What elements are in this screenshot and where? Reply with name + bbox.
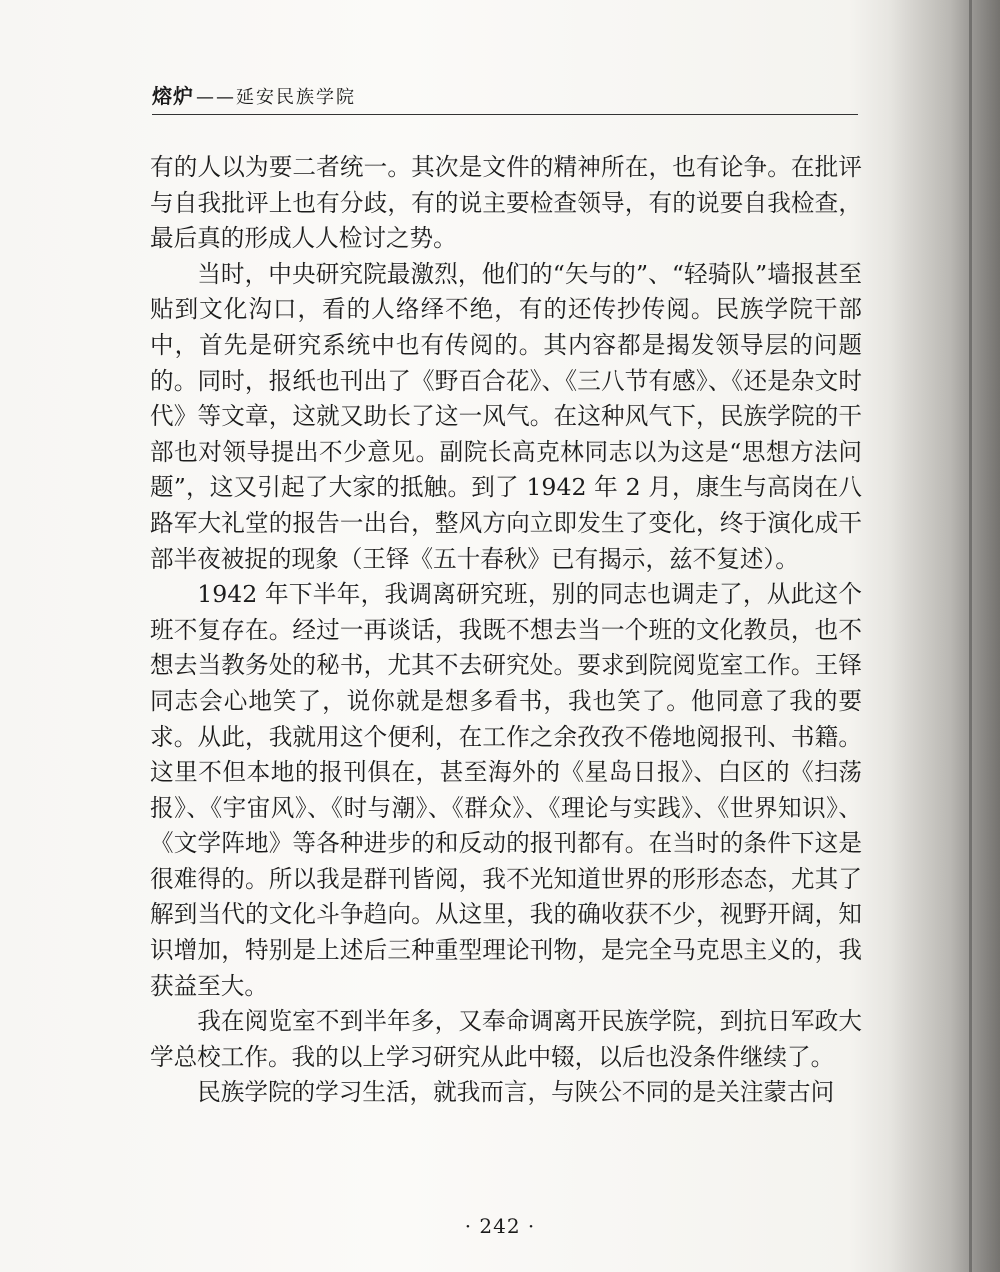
paragraph-1: 有的人以为要二者统一。其次是文件的精神所在，也有论争。在批评与自我批评上也有分歧，有的说主要检查领导，有的说要自我检查，最后真的形成人人检讨之势。	[150, 153, 862, 253]
paragraph-4: 我在阅览室不到半年多，又奉命调离开民族学院，到抗日军政大学总校工作。我的以上学习研究从此中辍，以后也没条件继续了。	[150, 1007, 862, 1071]
book-subtitle: ——延安民族学院	[196, 87, 356, 108]
book-gutter-shadow	[890, 0, 1000, 1272]
paragraph-3: 1942 年下半年，我调离研究班，别的同志也调走了，从此这个班不复存在。经过一再谈话，我既不想去当一个班的文化教员，也不想去当教务处的秘书，尤其不去研究处。要求到院阅览室工作。王铎同志会心地笑了，说你就是想多看书，我也笑了。他同意了我的要求。从此，我就用这个便利，在工作之余孜孜不倦地阅报刊、书籍。这里不但本地的报刊俱在，甚至海外的《星岛日报》、白区的《扫荡报》、《宇宙风》、《时与潮》、《群众》、《理论与实践》、《世界知识》、《文学阵地》等各种进步的和反动的报刊都有。在当时的条件下这是很难得的。所以我是群刊皆阅，我不光知道世界的形形态态，尤其了解到当代的文化斗争趋向。从这里，我的确收获不少，视野开阔，知识增加，特别是上述后三种重型理论刊物，是完全马克思主义的，我获益至大。	[150, 580, 862, 1000]
paragraph-2: 当时，中央研究院最激烈，他们的“矢与的”、“轻骑队”墙报甚至贴到文化沟口，看的人络绎不绝，有的还传抄传阅。民族学院干部中，首先是研究系统中也有传阅的。其内容都是揭发领导层的问题的。同时，报纸也刊出了《野百合花》、《三八节有感》、《还是杂文时代》等文章，这就又助长了这一风气。在这种风气下，民族学院的干部也对领导提出不少意见。副院长高克林同志以为这是“思想方法问题”，这又引起了大家的抵触。到了 1942 年 2 月，康生与高岗在八路军大礼堂的报告一出台，整风方向立即发生了变化，终于演化成干部半夜被捉的现象（王铎《五十春秋》已有揭示，兹不复述）。	[150, 259, 862, 573]
paragraph-5: 民族学院的学习生活，就我而言，与陕公不同的是关注蒙古问	[197, 1078, 835, 1107]
page-edge	[969, 0, 972, 1272]
page-number: · 242 ·	[464, 1214, 536, 1238]
header-rule	[152, 114, 858, 115]
body-text	[150, 150, 862, 1111]
header-title	[152, 80, 356, 109]
book-title: 熔炉	[152, 84, 194, 108]
running-header	[152, 74, 858, 114]
